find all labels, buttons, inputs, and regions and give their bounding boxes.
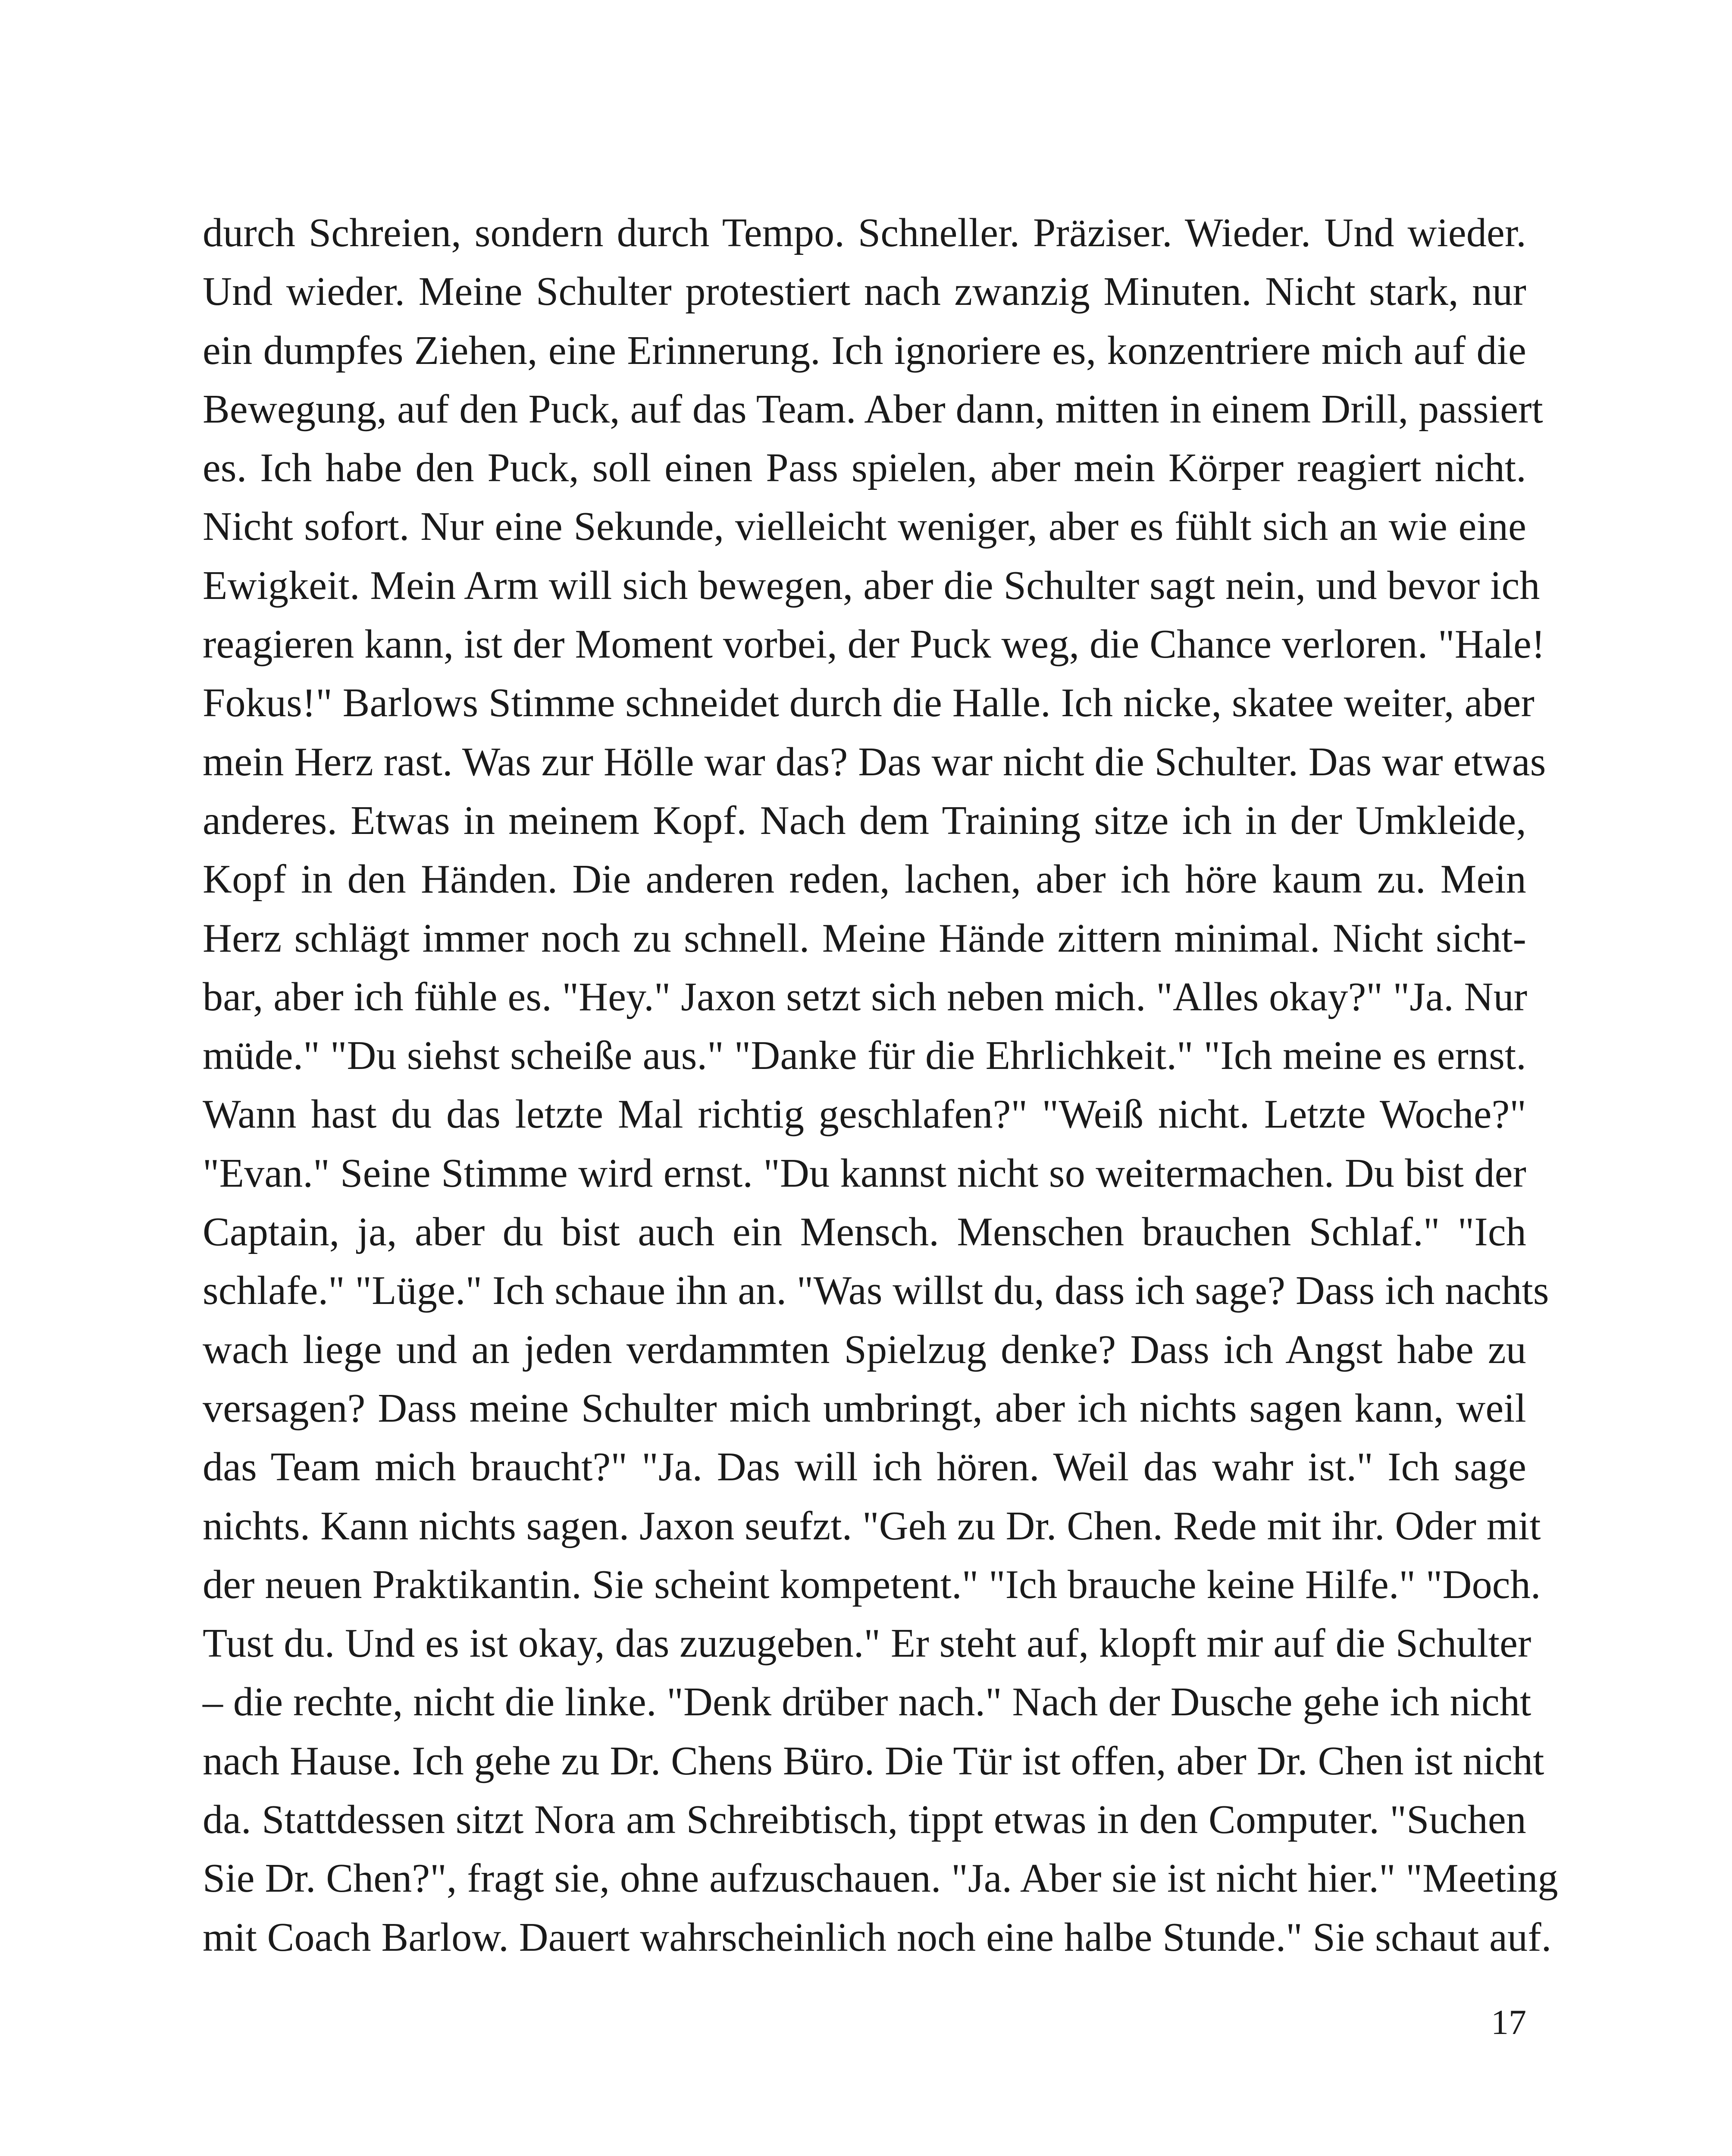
text-line-30: mit Coach Barlow. Dauert wahrscheinlich noch eine halbe Stunde." Sie schaut auf. xyxy=(203,1915,1552,1960)
text-line-27: nach Hause. Ich gehe zu Dr. Chens Büro. Die Tür ist offen, aber Dr. Chen ist nicht xyxy=(203,1738,1544,1783)
text-line-28: da. Stattdessen sitzt Nora am Schreibtisch, tippt etwas in den Computer. "Suchen xyxy=(203,1797,1526,1843)
text-line-21: versagen? Dass meine Schulter mich umbringt, aber ich nichts sagen kann, weil xyxy=(203,1385,1526,1431)
text-line-18: Captain, ja, aber du bist auch ein Mensch. Menschen brauchen Schlaf." "Ich xyxy=(203,1210,1526,1255)
text-line-2: Und wieder. Meine Schulter protestiert nach zwanzig Minuten. Nicht stark, nur xyxy=(203,269,1526,314)
text-line-5: es. Ich habe den Puck, soll einen Pass spielen, aber mein Körper reagiert nicht. xyxy=(203,445,1526,491)
text-line-7: Ewigkeit. Mein Arm will sich bewegen, aber die Schulter sagt nein, und bevor ich xyxy=(203,563,1540,608)
text-line-15: müde." "Du siehst scheiße aus." "Danke für die Ehrlichkeit." "Ich meine es ernst. xyxy=(203,1033,1526,1078)
text-line-8: reagieren kann, ist der Moment vorbei, der Puck weg, die Chance verloren. "Hale! xyxy=(203,622,1545,667)
text-line-14: bar, aber ich fühle es. "Hey." Jaxon setzt sich neben mich. "Alles okay?" "Ja. Nur xyxy=(203,974,1528,1019)
text-line-10: mein Herz rast. Was zur Hölle war das? Das war nicht die Schulter. Das war etwas xyxy=(203,739,1546,784)
body-text xyxy=(203,204,1558,1967)
text-line-20: wach liege und an jeden verdammten Spielzug denke? Dass ich Angst habe zu xyxy=(203,1327,1526,1372)
text-line-9: Fokus!" Barlows Stimme schneidet durch die Halle. Ich nicke, skatee weiter, aber xyxy=(203,680,1535,726)
text-line-19: schlafe." "Lüge." Ich schaue ihn an. "Was willst du, dass ich sage? Dass ich nachts xyxy=(203,1268,1549,1313)
text-line-3: ein dumpfes Ziehen, eine Erinnerung. Ich ignoriere es, konzentriere mich auf die xyxy=(203,328,1526,373)
text-line-29: Sie Dr. Chen?", fragt sie, ohne aufzuschauen. "Ja. Aber sie ist nicht hier." "Meeting xyxy=(203,1856,1558,1901)
text-line-1: durch Schreien, sondern durch Tempo. Schneller. Präziser. Wieder. Und wieder. xyxy=(203,210,1526,255)
text-line-26: – die rechte, nicht die linke. "Denk drüber nach." Nach der Dusche gehe ich nicht xyxy=(203,1680,1532,1725)
text-line-24: der neuen Praktikantin. Sie scheint kompetent." "Ich brauche keine Hilfe." "Doch. xyxy=(203,1562,1541,1607)
text-line-25: Tust du. Und es ist okay, das zuzugeben." Er steht auf, klopft mir auf die Schulter xyxy=(203,1621,1532,1666)
text-line-17: "Evan." Seine Stimme wird ernst. "Du kannst nicht so weitermachen. Du bist der xyxy=(203,1150,1526,1196)
text-line-16: Wann hast du das letzte Mal richtig geschlafen?" "Weiß nicht. Letzte Woche?" xyxy=(203,1092,1526,1137)
text-line-12: Kopf in den Händen. Die anderen reden, lachen, aber ich höre kaum zu. Mein xyxy=(203,857,1526,902)
page-number: 17 xyxy=(1491,2002,1526,2042)
text-line-11: anderes. Etwas in meinem Kopf. Nach dem Training sitze ich in der Umkleide, xyxy=(203,798,1526,843)
text-line-6: Nicht sofort. Nur eine Sekunde, vielleicht weniger, aber es fühlt sich an wie eine xyxy=(203,504,1526,549)
text-line-13: Herz schlägt immer noch zu schnell. Meine Hände zittern minimal. Nicht sicht- xyxy=(203,915,1526,961)
text-line-4: Bewegung, auf den Puck, auf das Team. Aber dann, mitten in einem Drill, passiert xyxy=(203,386,1543,432)
text-line-23: nichts. Kann nichts sagen. Jaxon seufzt. "Geh zu Dr. Chen. Rede mit ihr. Oder mit xyxy=(203,1503,1541,1548)
text-line-22: das Team mich braucht?" "Ja. Das will ich hören. Weil das wahr ist." Ich sage xyxy=(203,1445,1526,1490)
